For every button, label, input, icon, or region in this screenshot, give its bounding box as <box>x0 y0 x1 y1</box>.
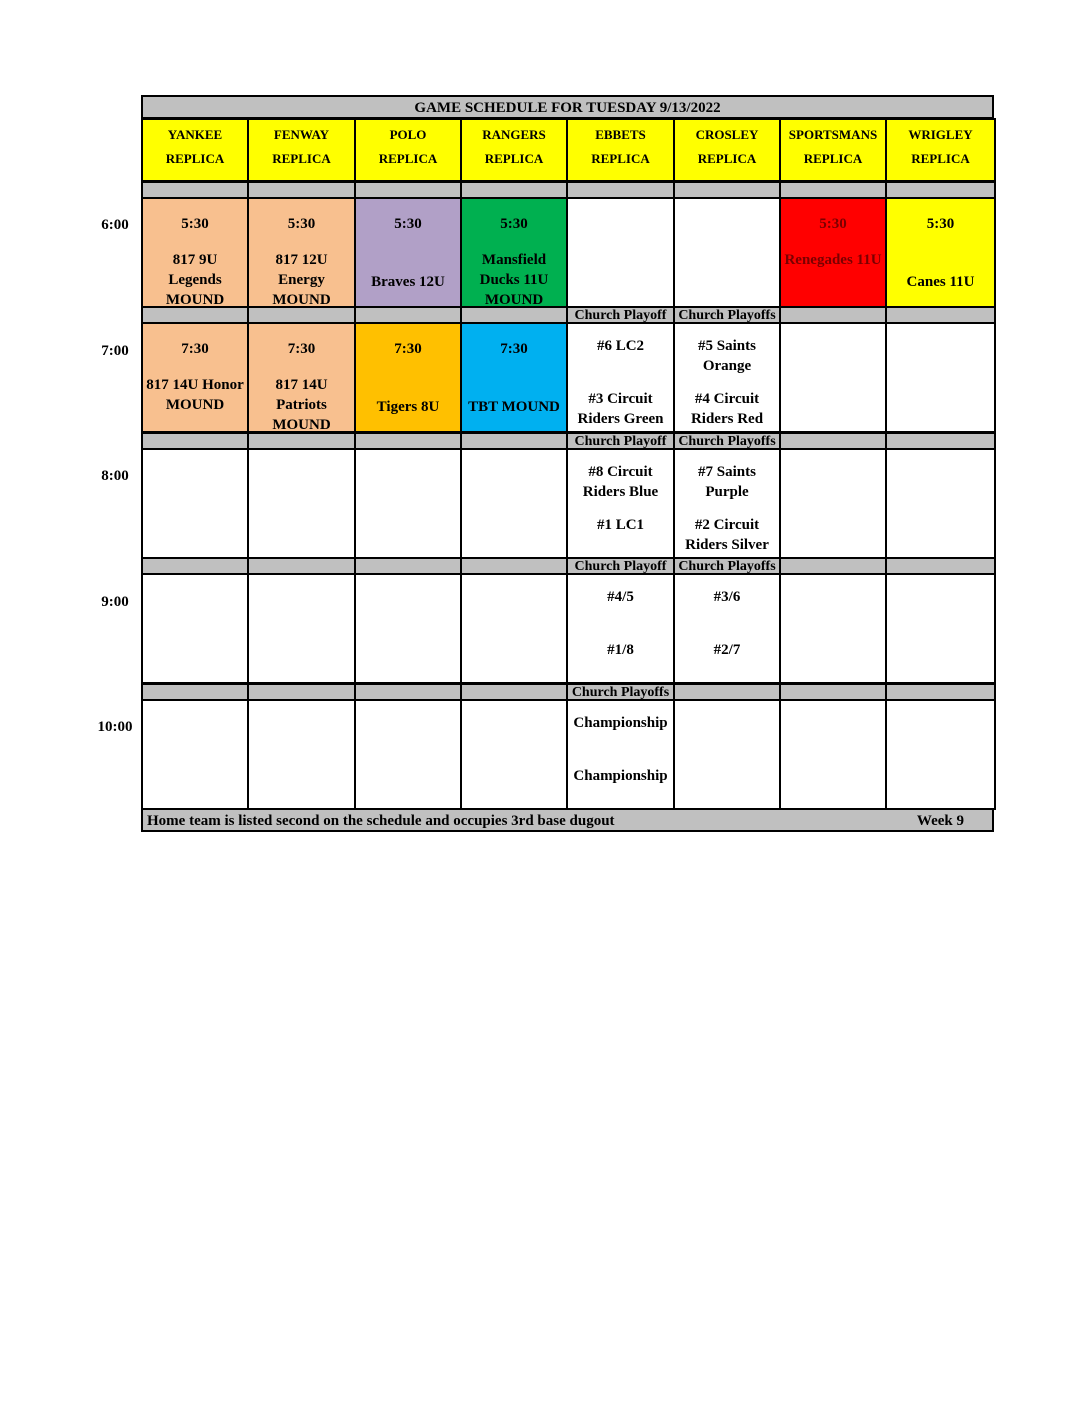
game-slot[interactable] <box>566 699 675 810</box>
game-slot[interactable] <box>566 197 675 308</box>
team-name: 817 14U Honor MOUND <box>146 377 244 413</box>
matchup-team: #3/6 <box>713 589 741 605</box>
matchup-team: #6 LC2 <box>596 338 645 354</box>
separator-label: Church Playoffs <box>673 306 781 324</box>
game-slot[interactable] <box>779 197 887 308</box>
team-name: Mansfield Ducks 11U MOUND <box>479 252 549 308</box>
game-time: 7:30 <box>394 341 422 357</box>
separator-label: Church Playoffs <box>566 683 675 701</box>
game-slot[interactable] <box>885 448 996 559</box>
field-name: EBBETS <box>595 127 646 142</box>
game-time: 7:30 <box>287 341 316 357</box>
game-slot[interactable] <box>566 573 675 684</box>
game-slot[interactable] <box>247 197 356 308</box>
game-time: 7:30 <box>181 341 209 357</box>
field-subtitle: REPLICA <box>697 151 757 166</box>
game-slot[interactable] <box>673 322 781 433</box>
field-name: POLO <box>389 127 427 142</box>
time-label: 9:00 <box>101 594 129 610</box>
game-slot[interactable] <box>247 448 356 559</box>
game-slot[interactable] <box>141 448 249 559</box>
team-name: Renegades 11U <box>784 252 882 268</box>
field-name: FENWAY <box>273 127 330 142</box>
game-slot[interactable] <box>460 197 568 308</box>
team-name: 817 12U Energy MOUND <box>272 252 331 308</box>
matchup-team: #7 Saints Purple <box>698 464 756 500</box>
game-slot[interactable] <box>141 197 249 308</box>
separator-label: Church Playoff <box>566 557 675 575</box>
field-header-ebbets <box>566 118 675 182</box>
time-label: 8:00 <box>101 468 129 484</box>
field-name: YANKEE <box>167 127 223 142</box>
game-time: 5:30 <box>394 216 422 232</box>
matchup-team: #3 Circuit Riders Green <box>577 391 664 427</box>
field-subtitle: REPLICA <box>484 151 544 166</box>
game-slot[interactable] <box>141 322 249 433</box>
game-slot[interactable] <box>566 448 675 559</box>
field-subtitle: REPLICA <box>165 151 225 166</box>
game-time: 5:30 <box>500 216 528 232</box>
game-slot[interactable] <box>354 322 462 433</box>
team-name: Braves 12U <box>371 274 445 290</box>
footer-note: Home team is listed second on the schedule and occupies 3rd base dugout <box>147 813 615 829</box>
game-slot[interactable] <box>566 322 675 433</box>
matchup-team: Championship <box>573 715 668 731</box>
matchup-team: #1/8 <box>607 642 634 658</box>
team-name: TBT MOUND <box>468 399 560 415</box>
time-label: 10:00 <box>97 719 133 735</box>
game-time: 5:30 <box>926 216 955 232</box>
separator-label: Church Playoffs <box>673 432 781 450</box>
game-slot[interactable] <box>141 699 249 810</box>
week-label: Week 9 <box>916 813 964 829</box>
game-slot[interactable] <box>354 573 462 684</box>
matchup-team: #4 Circuit Riders Red <box>690 391 764 427</box>
team-name: Canes 11U <box>906 274 975 290</box>
game-slot[interactable] <box>354 197 462 308</box>
game-slot[interactable] <box>247 573 356 684</box>
field-name: SPORTSMANS <box>788 127 878 142</box>
team-name: 817 9U Legends MOUND <box>165 252 225 308</box>
game-time: 5:30 <box>819 216 847 232</box>
game-slot[interactable] <box>460 573 568 684</box>
field-name: RANGERS <box>482 127 546 142</box>
field-subtitle: REPLICA <box>911 151 970 166</box>
game-slot[interactable] <box>354 448 462 559</box>
separator-label: Church Playoffs <box>673 557 781 575</box>
game-time: 5:30 <box>181 216 209 232</box>
game-slot[interactable] <box>779 448 887 559</box>
field-header-polo <box>354 118 462 182</box>
field-header-crosley <box>673 118 781 182</box>
field-header-fenway <box>247 118 356 182</box>
game-slot[interactable] <box>247 699 356 810</box>
game-slot[interactable] <box>885 573 996 684</box>
team-name: 817 14U Patriots MOUND <box>272 377 331 433</box>
game-slot[interactable] <box>673 573 781 684</box>
schedule-footer <box>141 808 994 832</box>
matchup-team: #4/5 <box>607 589 634 605</box>
matchup-team: #8 Circuit Riders Blue <box>582 464 659 500</box>
game-slot[interactable] <box>247 322 356 433</box>
matchup-team: #2/7 <box>713 642 741 658</box>
matchup-team: Championship <box>573 768 668 784</box>
game-time: 5:30 <box>287 216 316 232</box>
team-name: Tigers 8U <box>376 399 440 415</box>
game-slot[interactable] <box>141 573 249 684</box>
game-slot[interactable] <box>673 699 781 810</box>
game-slot[interactable] <box>460 322 568 433</box>
game-slot[interactable] <box>460 699 568 810</box>
field-subtitle: REPLICA <box>272 151 331 166</box>
field-header-yankee <box>141 118 249 182</box>
game-slot[interactable] <box>673 197 781 308</box>
field-subtitle: REPLICA <box>378 151 438 166</box>
field-name: CROSLEY <box>695 127 759 142</box>
field-header-sportsmans <box>779 118 887 182</box>
game-slot[interactable] <box>779 322 887 433</box>
time-label: 6:00 <box>101 217 129 233</box>
separator-label: Church Playoff <box>566 306 675 324</box>
game-slot[interactable] <box>673 448 781 559</box>
matchup-team: #1 LC1 <box>596 517 645 533</box>
matchup-team: #5 Saints Orange <box>698 338 756 374</box>
game-slot[interactable] <box>885 699 996 810</box>
game-time: 7:30 <box>500 341 528 357</box>
field-subtitle: REPLICA <box>803 151 863 166</box>
field-header-wrigley <box>885 118 996 182</box>
game-slot[interactable] <box>779 573 887 684</box>
field-name: WRIGLEY <box>908 127 973 142</box>
matchup-team: #2 Circuit Riders Silver <box>685 517 769 553</box>
field-header-rangers <box>460 118 568 182</box>
game-slot[interactable] <box>460 448 568 559</box>
separator-label: Church Playoff <box>566 432 675 450</box>
game-slot[interactable] <box>885 197 996 308</box>
game-slot[interactable] <box>885 322 996 433</box>
time-label: 7:00 <box>101 343 129 359</box>
field-subtitle: REPLICA <box>591 151 650 166</box>
schedule-title: GAME SCHEDULE FOR TUESDAY 9/13/2022 <box>141 95 994 119</box>
game-slot[interactable] <box>354 699 462 810</box>
game-slot[interactable] <box>779 699 887 810</box>
